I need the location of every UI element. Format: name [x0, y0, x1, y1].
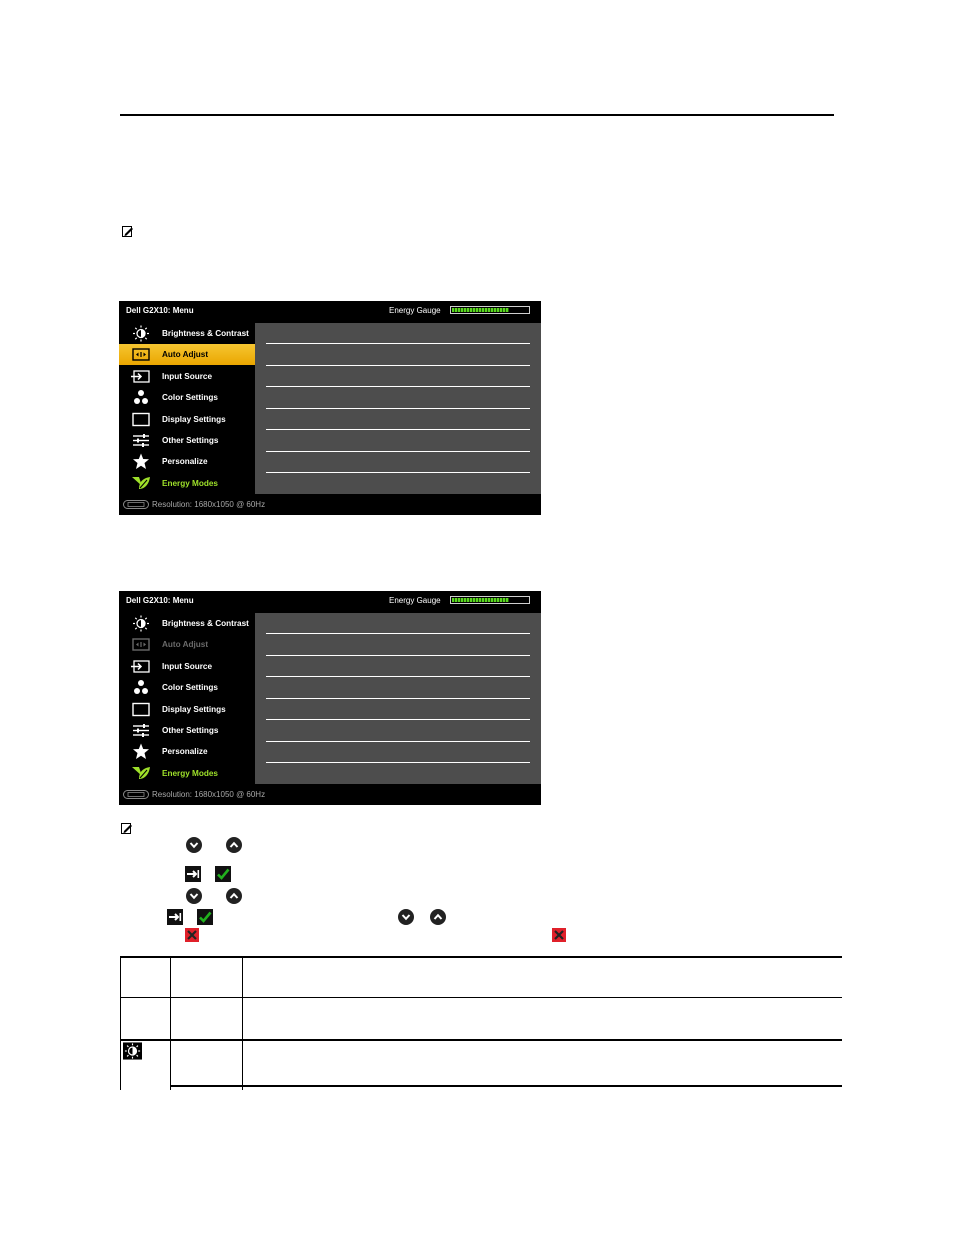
osd-menu-item-label: Personalize [162, 747, 208, 757]
osd-menu-item-label: Other Settings [162, 726, 219, 735]
energy-gauge-fill [452, 308, 509, 312]
osd-footer [119, 494, 541, 515]
header-rule [120, 114, 834, 116]
resolution-status: Resolution: 1680x1050 @ 60Hz [152, 500, 266, 509]
osd-menu-item-other-settings[interactable] [119, 430, 255, 451]
green-check-icon [215, 866, 231, 882]
osd-menu-item-label: Auto Adjust [162, 640, 209, 650]
energy-gauge [450, 306, 530, 314]
osd-header [119, 301, 541, 323]
osd-menu-item-label: Energy Modes [162, 478, 218, 488]
osd-menu-item-display-settings[interactable] [119, 699, 255, 720]
up-chevron-button-icon [226, 837, 242, 853]
table-row-divider [120, 1039, 842, 1041]
osd-submenu-divider [266, 472, 530, 473]
osd-menu-item-input-source[interactable] [119, 656, 255, 677]
osd-submenu-divider [266, 429, 530, 430]
osd-menu-item-label: Personalize [162, 457, 208, 467]
osd-submenu-divider [266, 386, 530, 387]
osd-menu-item-display-settings[interactable] [119, 409, 255, 430]
osd-menu-item-label: Auto Adjust [162, 350, 209, 360]
osd-menu-item-label: Energy Modes [162, 768, 218, 778]
enter-arrow-button-icon [167, 909, 183, 925]
table-row-divider [120, 997, 842, 998]
osd-header [119, 591, 541, 613]
osd-menu-item-energy-modes[interactable] [119, 473, 255, 494]
energy-gauge-fill [452, 598, 509, 602]
osd-footer [119, 784, 541, 805]
table-row-divider [170, 1085, 842, 1087]
osd-menu-item-brightness-contrast[interactable] [119, 613, 255, 634]
down-chevron-button-icon [186, 837, 202, 853]
osd-menu-item-personalize[interactable] [119, 741, 255, 762]
down-chevron-button-icon [186, 888, 202, 904]
osd-submenu-divider [266, 408, 530, 409]
osd-submenu-divider [266, 698, 530, 699]
red-x-exit-icon [552, 928, 566, 942]
osd-title: Dell G2X10: Menu [126, 596, 194, 605]
energy-gauge-label: Energy Gauge [389, 596, 441, 605]
osd-menu-item-label: Brightness & Contrast [162, 619, 249, 628]
osd-menu-item-brightness-contrast[interactable] [119, 323, 255, 344]
osd-menu-item-color-settings[interactable] [119, 677, 255, 698]
energy-gauge [450, 596, 530, 604]
osd-menu-item-input-source[interactable] [119, 366, 255, 387]
down-chevron-button-icon [398, 909, 414, 925]
osd-menu-item-auto-adjust[interactable] [119, 344, 255, 365]
osd-submenu-divider [266, 719, 530, 720]
connector-icon [123, 500, 149, 509]
up-chevron-button-icon [226, 888, 242, 904]
osd-menu-item-label: Display Settings [162, 704, 226, 714]
osd-menu-item-label: Color Settings [162, 393, 218, 403]
osd-submenu-divider [266, 655, 530, 656]
osd-menu-item-label: Input Source [162, 661, 213, 671]
red-x-exit-icon [185, 928, 199, 942]
energy-gauge-label: Energy Gauge [389, 306, 441, 315]
table-column-divider [242, 956, 243, 1090]
osd-menu-item-label: Color Settings [162, 683, 218, 693]
osd-menu-item-label: Display Settings [162, 414, 226, 424]
osd-menu-digital [119, 591, 541, 805]
resolution-status: Resolution: 1680x1050 @ 60Hz [152, 790, 266, 799]
enter-arrow-button-icon [185, 866, 201, 882]
green-check-icon [197, 909, 213, 925]
osd-main-menu [119, 613, 255, 784]
osd-menu-item-label: Other Settings [162, 436, 219, 445]
osd-submenu-divider [266, 741, 530, 742]
osd-submenu-divider [266, 762, 530, 763]
table-column-divider [170, 956, 171, 1090]
osd-main-menu [119, 323, 255, 494]
osd-submenu-divider [266, 676, 530, 677]
brightness-contrast-icon [123, 1042, 142, 1060]
osd-menu-item-other-settings[interactable] [119, 720, 255, 741]
osd-menu-item-auto-adjust[interactable] [119, 634, 255, 655]
table-column-divider [120, 956, 121, 1090]
osd-submenu-panel [255, 613, 541, 784]
osd-submenu-divider [266, 365, 530, 366]
osd-submenu-divider [266, 451, 530, 452]
osd-menu-item-label: Input Source [162, 371, 213, 381]
osd-submenu-panel [255, 323, 541, 494]
connector-icon [123, 790, 149, 799]
osd-submenu-divider [266, 343, 530, 344]
osd-menu-item-energy-modes[interactable] [119, 763, 255, 784]
osd-submenu-divider [266, 633, 530, 634]
table-row-divider [120, 956, 842, 958]
note-pencil-icon [122, 225, 134, 237]
note-pencil-icon [121, 822, 133, 834]
up-chevron-button-icon [430, 909, 446, 925]
osd-menu-item-label: Brightness & Contrast [162, 329, 249, 338]
osd-menu-item-personalize[interactable] [119, 451, 255, 472]
osd-menu-item-color-settings[interactable] [119, 387, 255, 408]
osd-menu-vga [119, 301, 541, 515]
osd-title: Dell G2X10: Menu [126, 306, 194, 315]
